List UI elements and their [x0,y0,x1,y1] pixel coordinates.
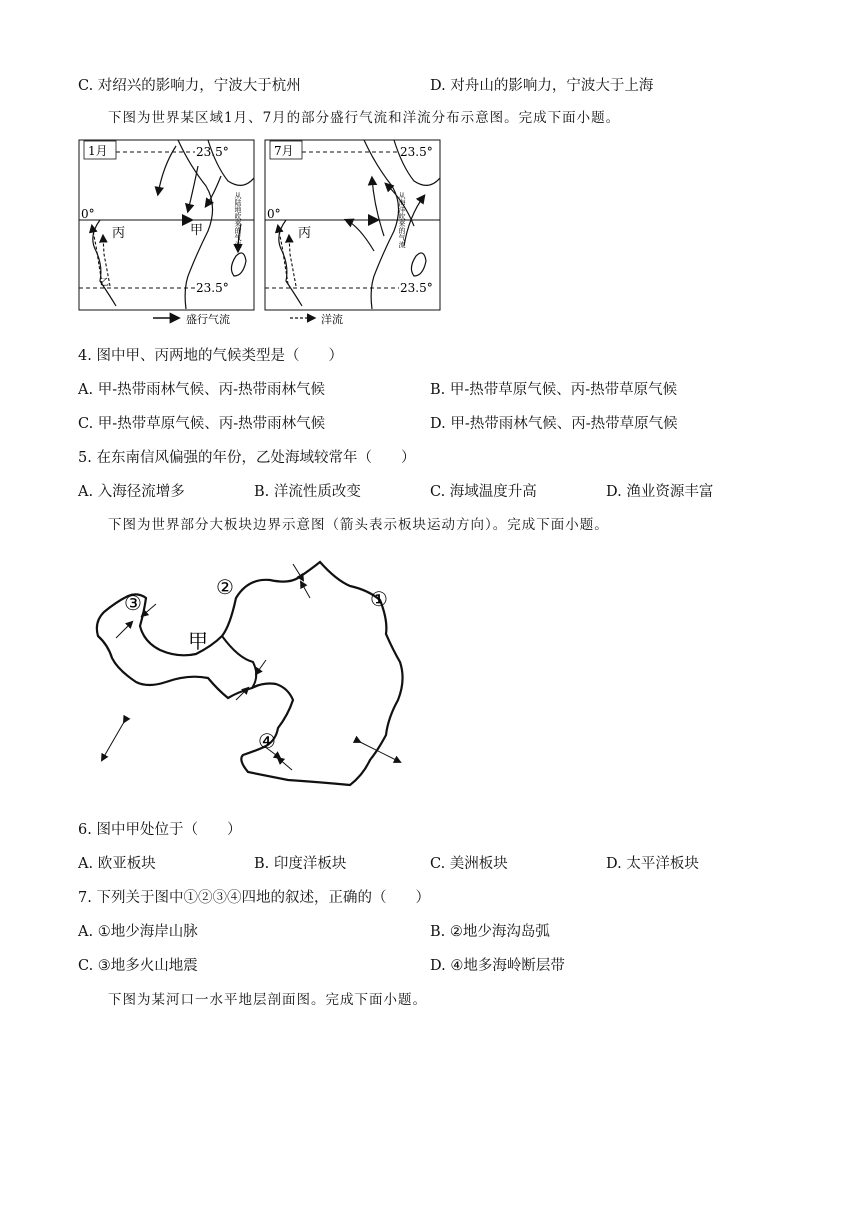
q6-option-c[interactable]: C. 美洲板块 [430,856,508,872]
q7-option-a[interactable]: A. ①地少海岸山脉 [78,924,198,940]
jul-wind-note: 从海洋吹来的气流 [398,192,406,248]
q7-option-c[interactable]: C. ③地多火山地震 [78,958,198,974]
label-jia-jan: 甲 [190,223,204,238]
marker-3: ③ [124,591,142,615]
figure1-legend [153,312,343,326]
q4-option-c[interactable]: C. 甲-热带草原气候、丙-热带雨林气候 [78,416,326,432]
q4-stem: 4. 图中甲、丙两地的气候类型是（ ） [78,348,343,364]
marker-2: ② [216,575,234,599]
figure1-intro: 下图为世界某区域1月、7月的部分盛行气流和洋流分布示意图。完成下面小题。 [108,110,621,126]
panel-january [79,140,254,310]
q6-option-b[interactable]: B. 印度洋板块 [254,856,347,872]
q5-option-a[interactable]: A. 入海径流增多 [78,484,185,500]
q3-option-d: D. 对舟山的影响力，宁波大于上海 [430,78,654,94]
marker-4: ④ [258,729,276,753]
figure2-plate-boundary-map [88,550,428,790]
q5-option-b[interactable]: B. 洋流性质改变 [254,484,361,500]
lat-north-label-jul: 23.5° [400,145,433,159]
equator-label-jul: 0° [267,207,281,221]
label-yi-jan: 乙 [100,278,110,288]
q5-stem: 5. 在东南信风偏强的年份，乙处海域较常年（ ） [78,450,416,466]
lat-south-label-jan: 23.5° [196,281,229,295]
legend-wind-label: 盛行气流 [186,313,230,326]
legend-current-label: 洋流 [321,313,343,326]
equator-label-jan: 0° [81,207,95,221]
label-bing-jan: 丙 [112,226,126,241]
figure2-intro: 下图为世界部分大板块边界示意图（箭头表示板块运动方向）。完成下面小题。 [108,517,609,533]
lat-north-label-jan: 23.5° [196,145,229,159]
panel-jul-label: 7月 [274,144,294,158]
label-bing-jul: 丙 [298,226,312,241]
q6-option-d[interactable]: D. 太平洋板块 [606,856,699,872]
q4-option-b[interactable]: B. 甲-热带草原气候、丙-热带草原气候 [430,382,678,398]
panel-july [265,140,440,310]
q3-option-c: C. 对绍兴的影响力，宁波大于杭州 [78,78,301,94]
plate-outline [97,562,403,785]
q4-option-d[interactable]: D. 甲-热带雨林气候、丙-热带草原气候 [430,416,678,432]
marker-1: ① [370,587,388,611]
q4-option-a[interactable]: A. 甲-热带雨林气候、丙-热带雨林气候 [78,382,325,398]
q7-stem: 7. 下列关于图中①②③④四地的叙述，正确的（ ） [78,890,430,906]
q6-option-a[interactable]: A. 欧亚板块 [78,856,156,872]
q5-option-d[interactable]: D. 渔业资源丰富 [606,484,714,500]
jan-wind-note: 从陆地吹来的气流 [234,192,242,248]
q7-option-d[interactable]: D. ④地多海岭断层带 [430,958,565,974]
lat-south-label-jul: 23.5° [400,281,433,295]
panel-jan-label: 1月 [88,144,108,158]
q6-stem: 6. 图中甲处位于（ ） [78,822,242,838]
q5-option-c[interactable]: C. 海域温度升高 [430,484,537,500]
q7-option-b[interactable]: B. ②地少海沟岛弧 [430,924,550,940]
figure3-intro: 下图为某河口一水平地层剖面图。完成下面小题。 [108,992,427,1008]
plate-label-jia: 甲 [188,629,208,653]
figure1-wind-current-map [78,136,458,331]
